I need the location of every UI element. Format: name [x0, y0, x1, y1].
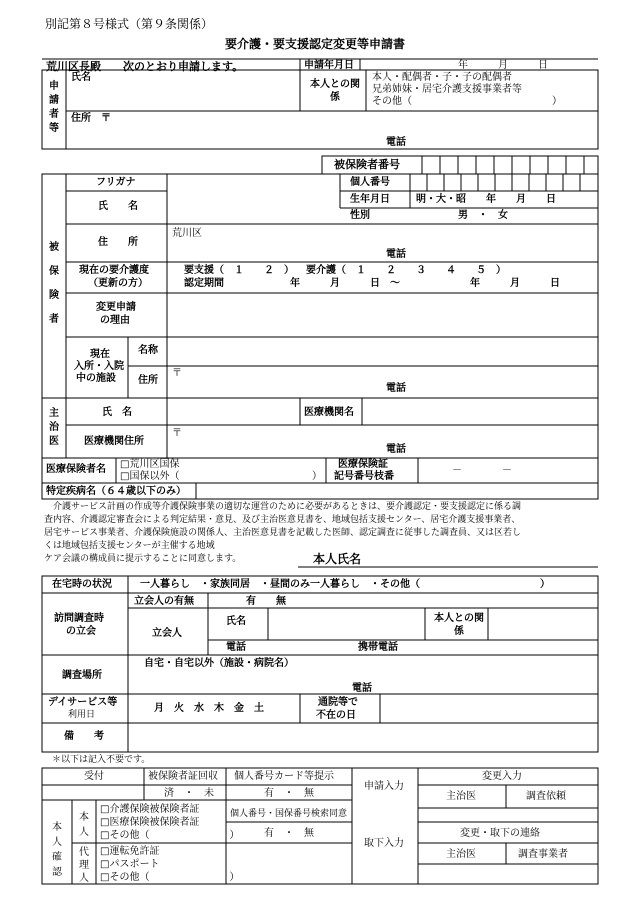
- applicant-phone-label: 電話: [386, 137, 406, 148]
- place-phone-label: 電話: [352, 683, 372, 694]
- reception-label: 受付: [84, 771, 104, 782]
- facility-phone-label: 電話: [386, 383, 406, 394]
- change-input-label: 変更入力: [482, 771, 522, 782]
- support-level[interactable]: 要支援（ １ ２ ）: [184, 265, 294, 276]
- change-reason-label-1: 変更申請: [96, 302, 136, 313]
- consent-line-5: ケア会議の構成員に提示することに同意します。: [44, 554, 242, 564]
- institution-label: 医療機関名: [304, 407, 354, 418]
- disease-label: 特定疾病名（６４歳以下のみ）: [46, 486, 186, 497]
- apply-date-value[interactable]: 年 月 日: [458, 60, 548, 71]
- card-value[interactable]: － －: [452, 465, 512, 476]
- insurer-option-2-close: ）: [312, 471, 322, 482]
- card-label-2: 記号番号枝番: [334, 471, 394, 482]
- doctor-label-2: 主治医: [446, 849, 476, 860]
- witness-presence-label: 立会人の有無: [134, 596, 194, 607]
- doctor-name-label: 氏 名: [102, 407, 132, 418]
- card-recovery-value[interactable]: 済 ・ 未: [164, 788, 214, 799]
- consent-line-1: 介護サービス計画の作成等介護保険事業の適切な運営のために必要があるときは、要介護認定・要支援認定に係る調: [44, 502, 522, 512]
- care-level-label-2: （更新の方）: [88, 278, 148, 289]
- takedown-contact-label: 変更・取下の連絡: [460, 828, 540, 839]
- home-status-value[interactable]: 一人暮らし ・家族同居 ・昼間のみ一人暮らし ・その他（ ）: [140, 579, 550, 590]
- facility-label-2: 入所・入院: [74, 361, 124, 372]
- dayservice-days[interactable]: 月 火 水 木 金 土: [154, 703, 264, 714]
- facility-address-label: 住所: [138, 375, 158, 386]
- apply-input-label: 申請入力: [364, 781, 404, 792]
- apply-date-label: 申請年月日: [304, 60, 354, 71]
- form-number: 別記第８号様式（第９条関係）: [45, 17, 214, 31]
- away-label-2: 不在の日: [316, 710, 356, 721]
- witness-label: 立会人: [152, 628, 182, 639]
- relation-line-3[interactable]: その他（ ）: [372, 96, 562, 107]
- mynumber-label: 個人番号カード等提示: [234, 771, 334, 782]
- applicant-greeting: 荒川区長殿 次のとおり申請します。: [46, 60, 244, 73]
- insurer-label: 医療保険者名: [46, 464, 106, 475]
- page-title: 要介護・要支援認定変更等申請書: [224, 37, 406, 51]
- witness-phone-label: 電話: [226, 642, 246, 653]
- facility-label-1: 現在: [90, 349, 110, 360]
- insurer-option-2[interactable]: □国保以外（: [120, 471, 180, 482]
- insured-number-label: 被保険者番号: [334, 158, 400, 171]
- insured-name-label: 氏 名: [98, 201, 138, 212]
- away-label-1: 通院等で: [318, 697, 358, 708]
- agency-label: 調査事業者: [518, 849, 568, 860]
- consent-line-3: 居宅サービス事業者、介護保険施設の関係人、主治医意見書を記載した医師、認定調査に従事した調査員、又は区若し: [44, 528, 522, 538]
- identity-label: 本人確認: [52, 822, 62, 878]
- care-level-label-1: 現在の要介護度: [79, 265, 149, 276]
- birth-value[interactable]: 明・大・昭 年 月 日: [416, 194, 556, 205]
- insured-address-value[interactable]: 荒川区: [172, 228, 202, 239]
- facility-postal[interactable]: 〒: [172, 368, 182, 379]
- card-recovery-label: 被保険者証回収: [148, 771, 218, 782]
- care-level[interactable]: 要介護（ １ ２ ３ ４ ５ ）: [306, 265, 506, 276]
- doctor-label: 主治医: [446, 791, 476, 802]
- witness-relation-label: 本人との関係: [434, 613, 484, 637]
- self-option-1[interactable]: □介護保険被保険者証: [100, 804, 200, 815]
- self-option-2[interactable]: □医療保険被保険者証: [100, 817, 200, 828]
- facility-label-3: 中の施設: [76, 373, 116, 384]
- personal-number-label: 個人番号: [350, 177, 390, 188]
- insured-address-label: 住 所: [98, 237, 138, 248]
- self-option-3[interactable]: □その他（ ）: [100, 830, 240, 841]
- signature-label: 本人氏名: [313, 552, 362, 566]
- relation-line-2[interactable]: 兄弟姉妹・居宅介護支援事業者等: [372, 84, 522, 95]
- consent-search-value[interactable]: 有 ・ 無: [264, 828, 314, 839]
- place-value[interactable]: 自宅・自宅以外（施設・病院名）: [144, 658, 294, 669]
- period-value[interactable]: 年 月 日 ～ 年 月 日: [290, 278, 560, 289]
- insured-section-label: 被保険者: [49, 242, 59, 325]
- proxy-option-2[interactable]: □パスポート: [100, 859, 160, 870]
- place-label: 調査場所: [62, 670, 102, 681]
- birth-label: 生年月日: [350, 194, 390, 205]
- card-label-1: 医療保険証: [338, 459, 388, 470]
- applicant-name-label: 氏名: [71, 72, 91, 83]
- dayservice-label-1: デイサービス等: [48, 697, 118, 708]
- applicant-section-label: 申請者等: [49, 81, 59, 134]
- witness-name-label: 氏名: [226, 616, 246, 627]
- gender-value[interactable]: 男 ・ 女: [458, 210, 508, 221]
- remarks-label: 備 考: [64, 731, 104, 742]
- facility-name-label: 名称: [138, 345, 158, 356]
- office-note: ＊以下は記入不要です。: [52, 755, 151, 765]
- proxy-option-1[interactable]: □運転免許証: [100, 846, 160, 857]
- furigana-label: フリガナ: [96, 177, 136, 188]
- consent-line-2: 査内容、介護認定審査会による判定結果・意見、及び主治医意見書を、地域包括支援センター、居宅介護支援事業者、: [44, 515, 521, 525]
- witness-mobile-label: 携帯電話: [358, 642, 398, 653]
- consent-search-label: 個人番号・国保番号検索同意: [230, 809, 348, 819]
- insurer-option-1[interactable]: □荒川区国保: [120, 459, 180, 470]
- applicant-address-label: 住所 〒: [71, 113, 111, 124]
- witness-presence-value[interactable]: 有 無: [246, 596, 286, 607]
- dayservice-label-2: 利用日: [68, 710, 96, 720]
- doctor-postal[interactable]: 〒: [172, 428, 182, 439]
- change-reason-label-2: の理由: [100, 315, 130, 326]
- relation-line-1[interactable]: 本人・配偶者・子・子の配偶者: [372, 72, 512, 83]
- gender-label: 性別: [350, 210, 370, 221]
- proxy-label: 代理人: [79, 847, 89, 884]
- visit-table-frame: [42, 576, 598, 752]
- doctor-section-label: 主治医: [49, 408, 59, 447]
- relation-label: 本人との関係: [310, 79, 360, 103]
- mynumber-value[interactable]: 有 ・ 無: [264, 788, 314, 799]
- insured-phone-label: 電話: [386, 249, 406, 260]
- takedown-label: 取下入力: [364, 838, 404, 849]
- consent-line-4: くは地域包括支援センターが主催する地域: [44, 541, 215, 551]
- witness-label-2: の立会: [66, 626, 96, 637]
- survey-label: 調査依頼: [526, 791, 566, 802]
- proxy-option-3[interactable]: □その他（ ）: [100, 872, 240, 883]
- self-label: 本人: [79, 812, 89, 838]
- period-label: 認定期間: [184, 278, 224, 289]
- doctor-phone-label: 電話: [386, 444, 406, 455]
- home-status-label: 在宅時の状況: [52, 579, 112, 590]
- witness-label-1: 訪問調査時: [54, 613, 104, 624]
- institution-address-label: 医療機関住所: [84, 436, 144, 447]
